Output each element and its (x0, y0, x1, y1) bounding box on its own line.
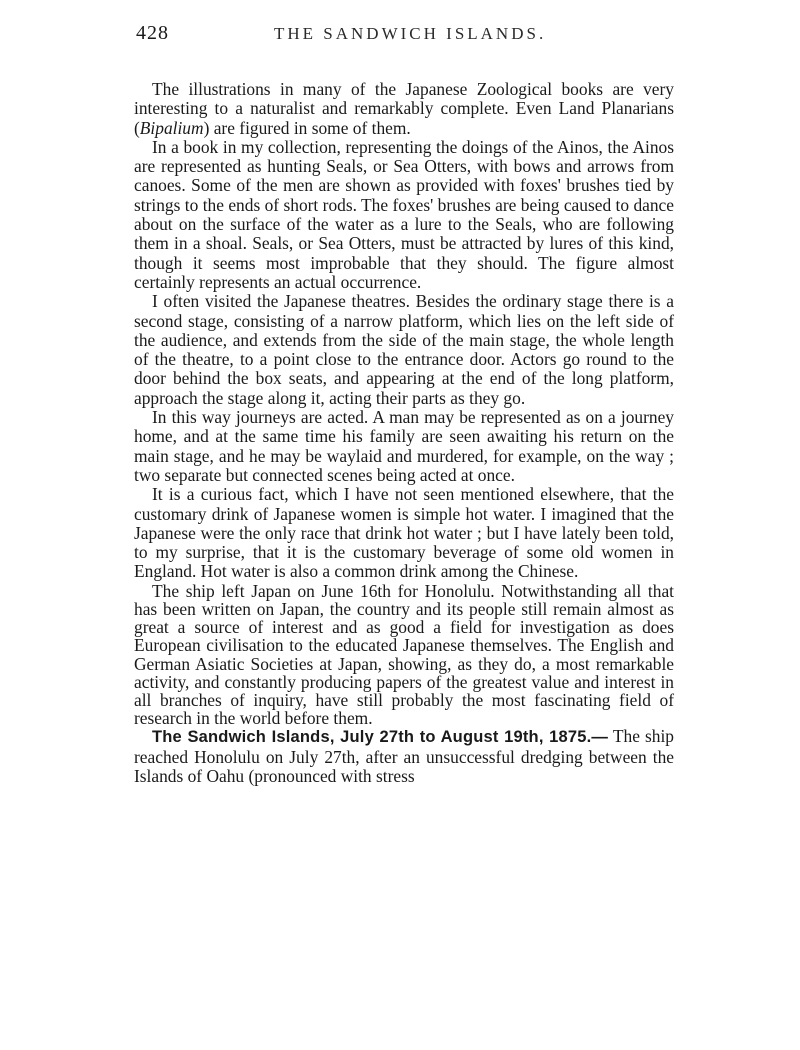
paragraph-journeys: In this way journeys are acted. A man may be represented as on a journey home, and at the same time his family are seen awaiting his return on the main stage, and he may be waylaid and murdered, for example, on the way ; two separate but connected scenes being acted at once. (134, 407, 674, 485)
paragraph-left-japan: The ship left Japan on June 16th for Honolulu. Notwithstanding all that has been written on Japan, the country and its people still remain almost as great a source of interest and as good a field for investigation as does European civilisation to the educated Japanese themselves. The English and German Asiatic Societies at Japan, showing, as they do, a most remarkable activity, and constantly producing papers of the greatest value and interest in all branches of inquiry, have still probably the most fascinating field of research in the world before them. (134, 580, 674, 729)
paragraph-zoological-books: The illustrations in many of the Japanese Zoological books are very interesting to a naturalist and remarkably complete. Even Land Planarians (Bipalium) are figured in some of them. (134, 79, 674, 138)
italic-genus: Bipalium (139, 117, 204, 138)
paragraph-theatres: I often visited the Japanese theatres. Besides the ordinary stage there is a second stage, consisting of a narrow platform, which lies on the left side of the audience, and extends from the side of the main stage, the whole length of the theatre, to a point close to the entrance door. Actors go round to the door behind the box seats, and appearing at the end of the long platform, approach the stage along it, acting their parts as they go. (134, 291, 674, 408)
book-page (134, 22, 674, 786)
body-text (134, 80, 674, 786)
running-title: THE SANDWICH ISLANDS. (274, 24, 547, 43)
paragraph-ainos: In a book in my collection, representing the doings of the Ainos, the Ainos are represented as hunting Seals, or Sea Otters, with bows and arrows from canoes. Some of the men are shown as provided with foxes' brushes tied by strings to the ends of short rods. The foxes' brushes are being caused to dance about on the surface of the water as a lure to the Seals, who are following them in a shoal. Seals, or Sea Otters, must be attracted by lures of this kind, though it seems most improbable that they should. The figure almost certainly represents an actual occurrence. (134, 136, 674, 292)
running-head (134, 22, 674, 48)
page-number: 428 (136, 22, 169, 44)
section-heading: The Sandwich Islands, July 27th to August 19th, 1875.— (152, 728, 609, 747)
paragraph-hot-water: It is a curious fact, which I have not seen mentioned elsewhere, that the customary drink of Japanese women is simple hot water. I imagined that the Japanese were the only race that drink hot water ; but I have lately been told, to my surprise, that it is the customary beverage of some old women in England. Hot water is also a common drink among the Chinese. (134, 484, 674, 582)
paragraph-sandwich-islands: The Sandwich Islands, July 27th to August 19th, 1875.— The ship reached Honolulu on July 27th, after an unsuccessful dredging between the Islands of Oahu (pronounced with stress (134, 726, 674, 786)
